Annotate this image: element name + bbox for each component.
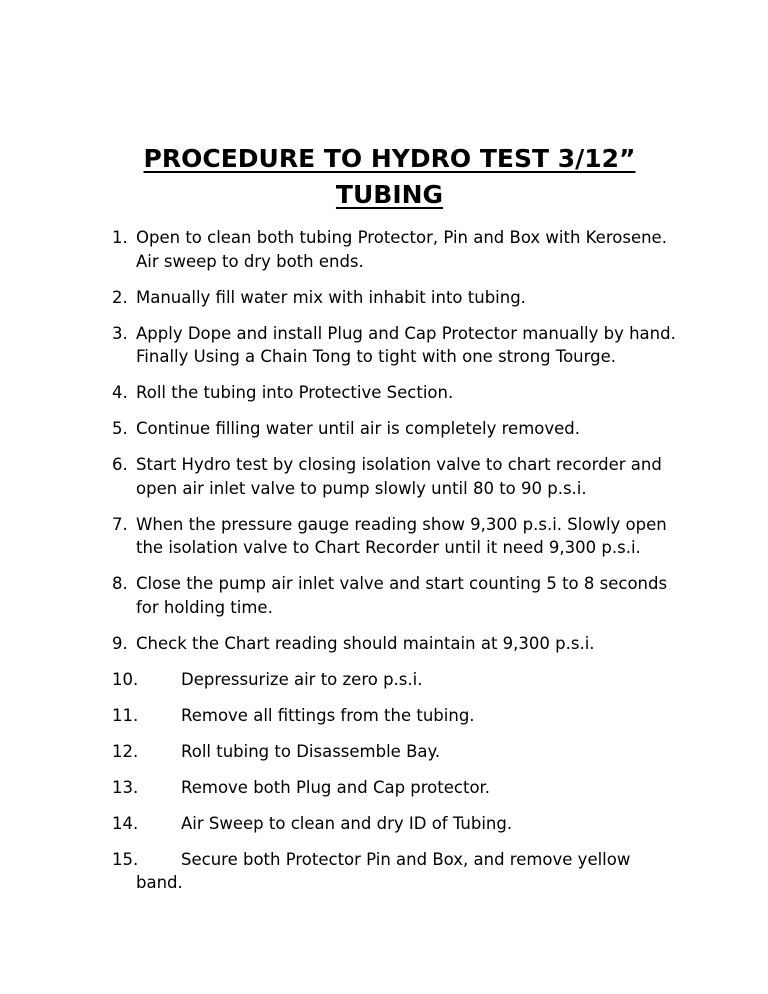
step-number: 15.	[112, 849, 139, 869]
step-text: Roll tubing to Disassemble Bay.	[181, 741, 441, 761]
list-item	[112, 322, 687, 369]
step-text-continued: band.	[136, 873, 183, 892]
step-text: Remove both Plug and Cap protector.	[181, 777, 491, 797]
list-item	[112, 417, 687, 441]
step-text: Check the Chart reading should maintain at 9,300 p.s.i.	[136, 633, 595, 653]
step-number: 4.	[112, 383, 128, 402]
step-text: Manually fill water mix with inhabit into tubing.	[136, 287, 526, 307]
list-item	[112, 740, 687, 764]
list-item	[112, 848, 687, 895]
step-text: Secure both Protector Pin and Box, and remove yellow	[181, 849, 631, 869]
list-item	[112, 453, 687, 500]
step-number: 7.	[112, 514, 128, 534]
step-number: 2.	[112, 287, 128, 307]
step-text: Roll the tubing into Protective Section.	[136, 383, 454, 402]
step-number: 8.	[112, 574, 128, 593]
step-number: 14.	[112, 813, 139, 833]
list-item	[112, 381, 687, 405]
step-text: Close the pump air inlet valve and start counting 5 to 8 seconds for holding time.	[136, 574, 668, 617]
list-item	[112, 572, 687, 619]
step-number: 6.	[112, 455, 128, 474]
procedure-steps	[112, 226, 687, 907]
step-text: Continue filling water until air is completely removed.	[136, 419, 581, 438]
document-title: PROCEDURE TO HYDRO TEST 3/12” TUBING	[143, 144, 636, 209]
step-number: 5.	[112, 419, 128, 438]
step-number: 13.	[112, 777, 139, 797]
step-text: Remove all fittings from the tubing.	[181, 705, 475, 725]
step-text: Start Hydro test by closing isolation valve to chart recorder and open air inlet valve to pump slowly until 80 to 90 p.s.i.	[136, 455, 662, 498]
step-text: Depressurize air to zero p.s.i.	[181, 669, 423, 689]
list-item	[112, 776, 687, 800]
list-item	[112, 286, 687, 310]
list-item	[112, 668, 687, 692]
step-text: Apply Dope and install Plug and Cap Protector manually by hand. Finally Using a Chain Tong to tight with one strong Tourge.	[136, 323, 676, 366]
step-text: Open to clean both tubing Protector, Pin and Box with Kerosene. Air sweep to dry both ends.	[136, 228, 667, 271]
list-item	[112, 812, 687, 836]
list-item	[112, 513, 687, 560]
step-text: Air Sweep to clean and dry ID of Tubing.	[181, 813, 513, 833]
step-text: When the pressure gauge reading show 9,300 p.s.i. Slowly open the isolation valve to Chart Recorder until it need 9,300 p.s.i.	[136, 514, 667, 557]
list-item	[112, 704, 687, 728]
step-number: 3.	[112, 323, 128, 343]
list-item	[112, 226, 687, 273]
step-number: 1.	[112, 228, 128, 247]
step-number: 9.	[112, 633, 128, 653]
step-number: 12.	[112, 741, 139, 761]
list-item	[112, 632, 687, 656]
step-number: 10.	[112, 669, 139, 689]
step-number: 11.	[112, 705, 139, 725]
